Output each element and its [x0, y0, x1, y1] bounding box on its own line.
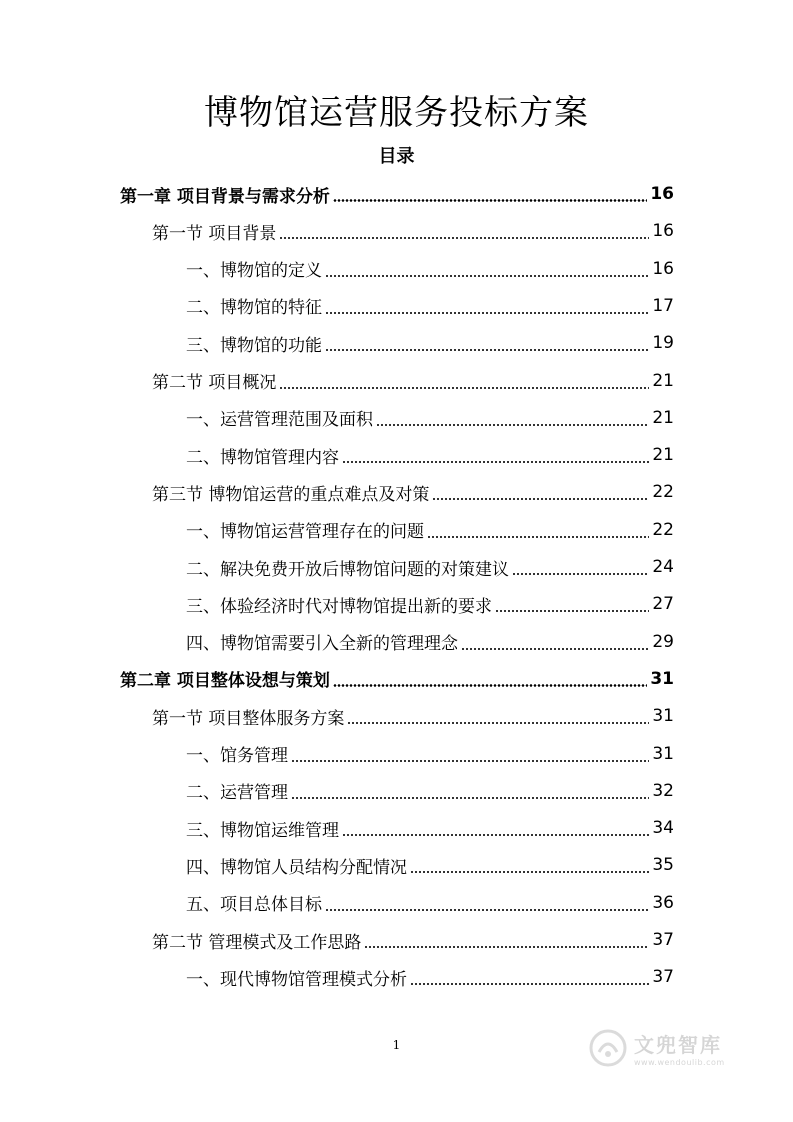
toc-entry-page: 37	[652, 930, 674, 950]
toc-entry-text: 四、博物馆人员结构分配情况	[186, 857, 407, 878]
toc-entry-page: 21	[652, 445, 674, 466]
toc-entry-page: 22	[652, 482, 674, 503]
toc-entry-text: 第一节 项目整体服务方案	[152, 708, 345, 729]
toc-entry-item[interactable]	[186, 885, 674, 921]
toc-entry-page: 16	[650, 184, 674, 204]
toc-entry-text: 二、博物馆的特征	[186, 298, 322, 319]
toc-entry-page: 36	[652, 892, 674, 913]
toc-entry-item[interactable]	[186, 512, 674, 548]
toc-entry-text: 五、项目总体目标	[186, 895, 322, 916]
toc-entry-item[interactable]	[186, 549, 674, 585]
toc-dot-leader	[410, 871, 649, 873]
toc-dot-leader	[325, 349, 649, 351]
toc-entry-item[interactable]	[186, 400, 674, 436]
toc-entry-item[interactable]	[186, 586, 674, 622]
toc-entry-text: 第三节 博物馆运营的重点难点及对策	[152, 484, 430, 505]
toc-heading: 目录	[378, 146, 415, 167]
toc-dot-leader	[342, 461, 649, 463]
toc-entry-page: 21	[652, 370, 674, 391]
toc-entry-text: 一、馆务管理	[186, 746, 288, 766]
toc-entry-section[interactable]	[152, 698, 674, 734]
toc-entry-page: 31	[650, 668, 674, 689]
toc-entry-text: 二、解决免费开放后博物馆问题的对策建议	[186, 559, 509, 580]
toc-dot-leader	[291, 797, 649, 799]
toc-entry-chapter[interactable]	[120, 176, 674, 212]
toc-dot-leader	[347, 722, 649, 724]
watermark	[588, 1022, 758, 1074]
toc-entry-item[interactable]	[186, 959, 674, 995]
toc-dot-leader	[512, 573, 649, 575]
toc-entry-text: 第一章 项目背景与需求分析	[120, 186, 330, 207]
toc-entry-text: 三、博物馆的功能	[186, 335, 322, 356]
toc-entry-text: 二、博物馆管理内容	[186, 447, 339, 468]
toc-dot-leader	[427, 536, 649, 538]
toc-entry-item[interactable]	[186, 325, 674, 361]
toc-entry-page: 29	[652, 631, 674, 652]
toc-entry-page: 27	[652, 594, 674, 615]
page-number: 1	[392, 1038, 401, 1052]
toc-entry-item[interactable]	[186, 437, 674, 473]
watermark-text	[634, 1029, 725, 1067]
toc-dot-leader	[279, 237, 649, 239]
toc-entry-text: 一、运营管理范围及面积	[186, 410, 373, 431]
wendou-logo-icon	[588, 1028, 628, 1068]
watermark-url: www.wendoulib.com	[634, 1058, 725, 1067]
toc-entry-item[interactable]	[186, 624, 674, 660]
toc-entry-page: 24	[652, 557, 674, 577]
toc-entry-item[interactable]	[186, 847, 674, 883]
toc-entry-page: 16	[652, 221, 674, 242]
toc-dot-leader	[410, 983, 649, 985]
toc-entry-item[interactable]	[186, 288, 674, 324]
toc-entry-text: 第二章 项目整体设想与策划	[120, 671, 330, 692]
toc-entry-text: 第二节 项目概况	[152, 373, 277, 393]
toc-entry-item[interactable]	[186, 736, 674, 772]
toc-dot-leader	[279, 387, 649, 389]
toc-dot-leader	[325, 312, 649, 314]
toc-entry-item[interactable]	[186, 251, 674, 287]
toc-entry-page: 19	[652, 333, 674, 354]
toc-entry-text: 一、博物馆的定义	[186, 261, 322, 282]
toc-entry-text: 二、运营管理	[186, 783, 288, 804]
toc-entry-page: 35	[652, 855, 674, 876]
toc-entry-section[interactable]	[152, 363, 674, 399]
toc-entry-section[interactable]	[152, 922, 674, 958]
toc-entry-text: 第一节 项目背景	[152, 223, 277, 244]
toc-entry-page: 16	[652, 258, 674, 279]
toc-entry-item[interactable]	[186, 773, 674, 809]
toc-entry-item[interactable]	[186, 810, 674, 846]
toc-entry-section[interactable]	[152, 213, 674, 249]
toc-entry-page: 21	[652, 407, 674, 428]
toc-dot-leader	[432, 498, 649, 500]
toc-dot-leader	[376, 424, 649, 426]
toc-entry-section[interactable]	[152, 474, 674, 510]
toc-entry-text: 一、博物馆运营管理存在的问题	[186, 522, 424, 543]
toc-dot-leader	[364, 946, 649, 948]
toc-entry-page: 31	[652, 743, 674, 764]
toc-dot-leader	[461, 648, 649, 650]
toc-entry-text: 第二节 管理模式及工作思路	[152, 932, 362, 953]
toc-entry-page: 34	[652, 818, 674, 839]
toc-dot-leader	[325, 275, 649, 277]
toc-dot-leader	[333, 199, 647, 202]
toc-dot-leader	[495, 610, 649, 612]
watermark-name: 文兜智库	[634, 1033, 722, 1057]
document-title: 博物馆运营服务投标方案	[204, 93, 589, 133]
toc-dot-leader	[342, 834, 649, 836]
toc-entry-chapter[interactable]	[120, 661, 674, 697]
toc-entry-text: 一、现代博物馆管理模式分析	[186, 969, 407, 990]
toc-entry-page: 37	[652, 967, 674, 988]
toc-entry-text: 三、体验经济时代对博物馆提出新的要求	[186, 596, 492, 617]
toc-entry-text: 三、博物馆运维管理	[186, 820, 339, 841]
toc-entry-page: 22	[652, 519, 674, 540]
toc-entry-page: 31	[652, 706, 674, 727]
toc-entry-page: 32	[652, 780, 674, 801]
toc-dot-leader	[333, 684, 647, 687]
toc-dot-leader	[325, 909, 649, 911]
toc-entry-text: 四、博物馆需要引入全新的管理理念	[186, 634, 458, 655]
toc-dot-leader	[291, 760, 649, 762]
toc-entry-page: 17	[652, 295, 674, 316]
